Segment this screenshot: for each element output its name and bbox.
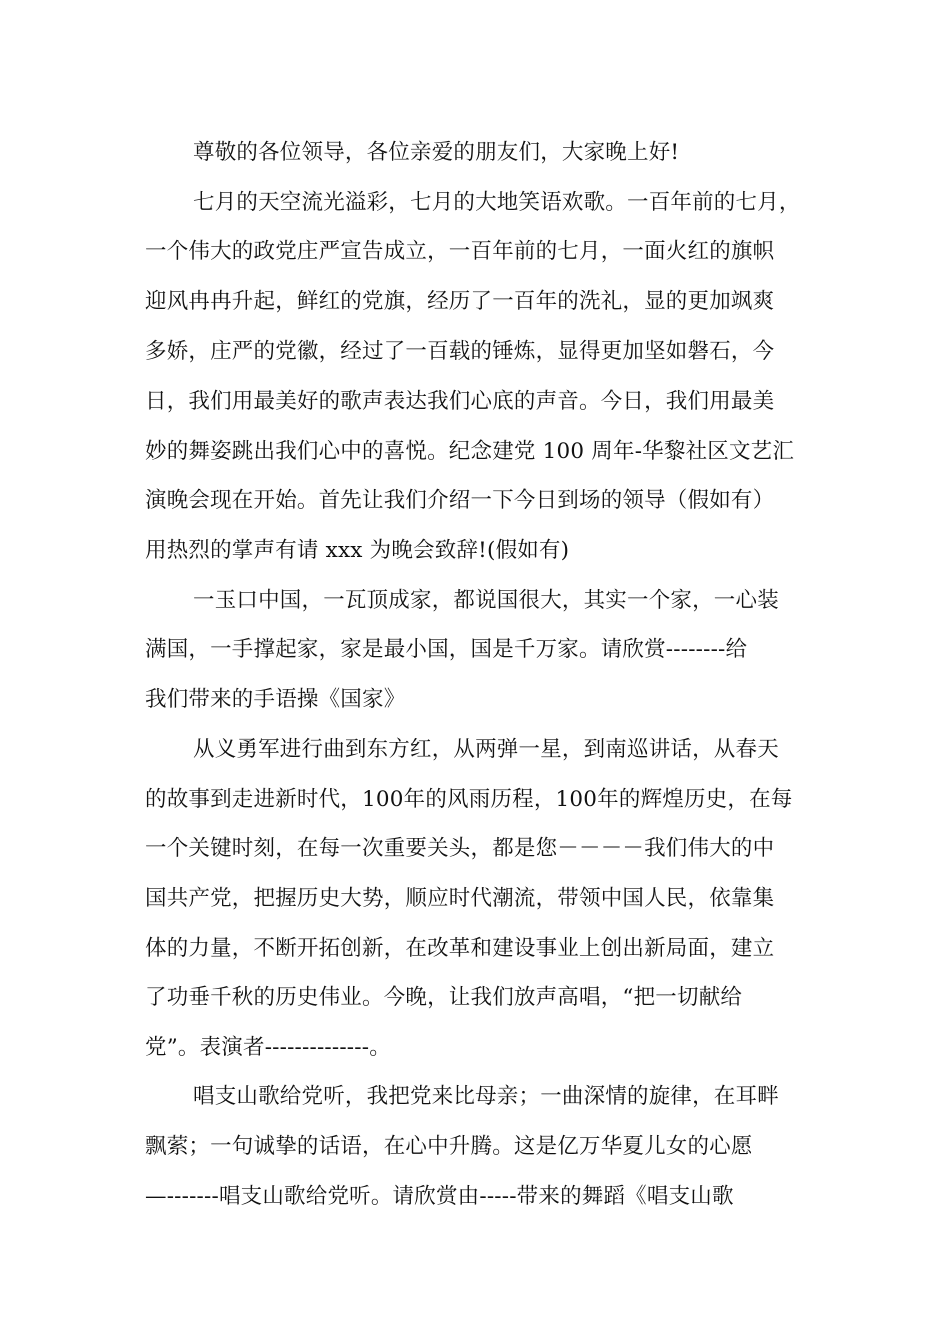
text-line: 七月的天空流光溢彩，七月的大地笑语欢歌。一百年前的七月， (193, 190, 801, 215)
text-line: 体的力量，不断开拓创新，在改革和建设事业上创出新局面，建立 (145, 936, 775, 961)
text-line: 唱支山歌给党听，我把党来比母亲；一曲深情的旋律，在耳畔 (193, 1084, 779, 1109)
text-line: 一个关键时刻，在每一次重要关头，都是您－－－－我们伟大的中 (145, 836, 775, 861)
text-line: 演晚会现在开始。首先让我们介绍一下今日到场的领导（假如有） (145, 488, 775, 513)
text-line: 迎风冉冉升起，鲜红的党旗，经历了一百年的洗礼，显的更加飒爽 (145, 289, 775, 314)
text-line: 了功垂千秋的历史伟业。今晚，让我们放声高唱，“把一切献给 (145, 985, 743, 1010)
text-line: 多娇，庄严的党徽，经过了一百载的锤炼，显得更加坚如磐石，今 (145, 339, 775, 364)
text-line: 尊敬的各位领导，各位亲爱的朋友们，大家晚上好! (193, 140, 680, 165)
text-line: —-------唱支山歌给党听。请欣赏由-----带来的舞蹈《唱支山歌 (145, 1184, 734, 1209)
text-line: 国共产党，把握历史大势，顺应时代潮流，带领中国人民，依靠集 (145, 886, 775, 911)
text-line: 的故事到走进新时代，100年的风雨历程，100年的辉煌历史，在每 (145, 787, 793, 812)
text-line: 妙的舞姿跳出我们心中的喜悦。纪念建党 100 周年-华黎社区文艺汇 (145, 439, 795, 464)
text-line: 用热烈的掌声有请 xxx 为晚会致辞!(假如有) (145, 538, 570, 563)
text-line: 我们带来的手语操《国家》 (145, 687, 406, 712)
text-line: 满国，一手撑起家，家是最小国，国是千万家。请欣赏--------给 (145, 637, 748, 662)
text-line: 从义勇军进行曲到东方红，从两弹一星，到南巡讲话，从春天 (193, 737, 779, 762)
text-line: 一个伟大的政党庄严宣告成立，一百年前的七月，一面火红的旗帜 (145, 239, 775, 264)
text-line: 日，我们用最美好的歌声表达我们心底的声音。今日，我们用最美 (145, 389, 775, 414)
text-line: 党”。表演者--------------。 (145, 1035, 391, 1060)
text-line: 一玉口中国，一瓦顶成家，都说国很大，其实一个家，一心装 (193, 588, 779, 613)
text-line: 飘萦；一句诚挚的话语，在心中升腾。这是亿万华夏儿女的心愿 (145, 1134, 753, 1159)
